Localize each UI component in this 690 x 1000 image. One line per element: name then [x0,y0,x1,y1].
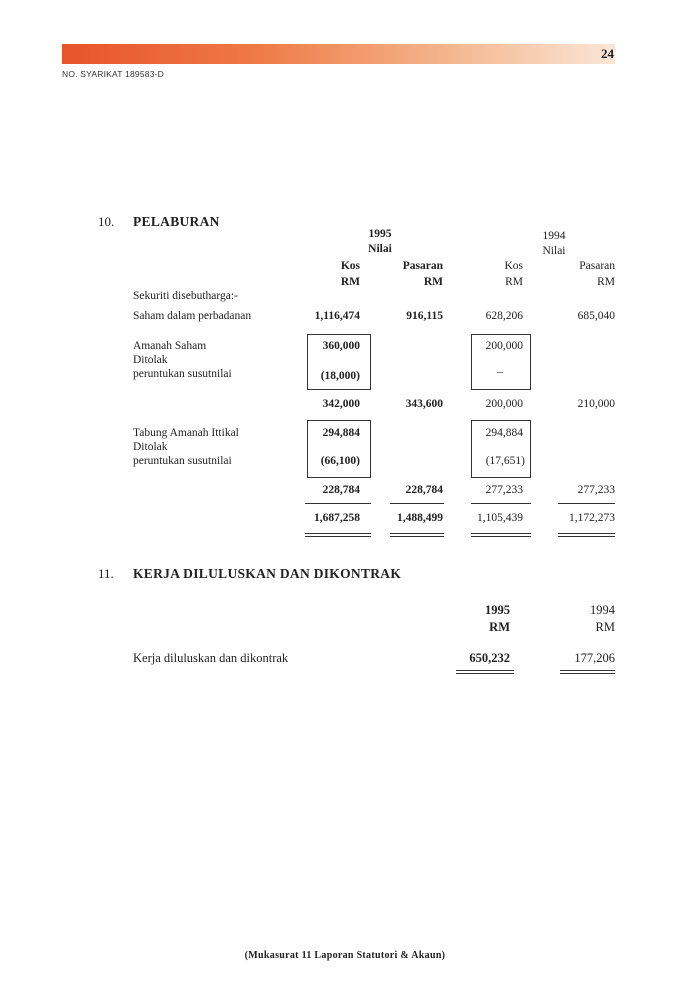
s11-unit-1995: RM [489,620,510,634]
amanah-total-pasaran-1994: 210,000 [577,398,615,410]
tabung-total-kos-1994: 277,233 [485,484,523,496]
s11-year-1995: 1995 [485,603,510,617]
saham-kos-1995: 1,116,474 [314,310,360,322]
section-11-title: KERJA DILULUSKAN DAN DIKONTRAK [133,566,402,581]
amanah-kos-1995: 360,000 [322,340,360,352]
saham-pasaran-1994: 685,040 [577,310,615,322]
tabung-total-pasaran-1994: 277,233 [577,484,615,496]
amanah-less-1995: (18,000) [320,370,360,382]
header-color-bar [62,44,615,64]
amanah-kos-1994: 200,000 [485,340,523,352]
col-pasaran-1995: Pasaran [402,260,443,272]
rule-kos-1995 [305,503,371,504]
double-rule-pasaran-1995 [390,533,444,537]
nilai-1995-heading: Nilai [368,243,392,255]
unit-pasaran-1994: RM [597,276,615,288]
col-kos-1995: Kos [340,260,360,272]
year-1995-heading: 1995 [368,228,392,240]
row-saham-label: Saham dalam perbadanan [133,310,252,322]
section-10-number: 10. [98,214,115,229]
saham-pasaran-1995: 916,115 [406,310,443,322]
grand-total-kos-1995: 1,687,258 [314,512,360,524]
section-11-number: 11. [98,566,114,581]
securities-caption: Sekuriti disebutharga:- [133,290,238,302]
amanah-total-kos-1995: 342,000 [322,398,360,410]
row-tabung-susutnilai: peruntukan susutnilai [133,455,232,467]
unit-kos-1995: RM [340,276,360,288]
amanah-total-kos-1994: 200,000 [485,398,523,410]
tabung-total-pasaran-1995: 228,784 [405,484,443,496]
section-10-title: PELABURAN [133,214,220,229]
tabung-total-kos-1995: 228,784 [322,484,360,496]
s11-row-label: Kerja diluluskan dan dikontrak [133,651,289,665]
year-1994-heading: 1994 [542,230,566,242]
page-footer: (Mukasurat 11 Laporan Statutori & Akaun) [244,950,446,961]
amanah-total-pasaran-1995: 343,600 [405,398,443,410]
rule-pasaran-1995 [390,503,444,504]
unit-pasaran-1995: RM [423,276,443,288]
rule-pasaran-1994 [558,503,615,504]
grand-total-kos-1994: 1,105,439 [477,512,523,524]
s11-value-1994: 177,206 [574,651,615,665]
tabung-kos-1995: 294,884 [322,427,360,439]
saham-kos-1994: 628,206 [485,310,523,322]
row-amanah-label: Amanah Saham [133,340,207,352]
row-amanah-susutnilai: peruntukan susutnilai [133,368,232,380]
page-number: 24 [601,46,614,61]
tabung-less-1995: (66,100) [320,455,360,467]
double-rule-pasaran-1994 [558,533,615,537]
unit-kos-1994: RM [505,276,523,288]
col-pasaran-1994: Pasaran [579,260,615,272]
row-amanah-ditolak: Ditolak [133,354,168,366]
row-tabung-ditolak: Ditolak [133,441,168,453]
s11-double-rule-1994 [560,670,615,674]
amanah-less-1994: – [497,366,503,378]
rule-kos-1994 [471,503,531,504]
s11-double-rule-1995 [456,670,514,674]
row-tabung-label: Tabung Amanah Ittikal [133,427,239,439]
company-number: NO. SYARIKAT 189583-D [62,69,164,79]
s11-value-1995: 650,232 [469,651,510,665]
double-rule-kos-1995 [305,533,371,537]
grand-total-pasaran-1995: 1,488,499 [397,512,443,524]
col-kos-1994: Kos [504,260,523,272]
tabung-less-1994: (17,651) [485,455,525,467]
double-rule-kos-1994 [471,533,531,537]
grand-total-pasaran-1994: 1,172,273 [569,512,615,524]
s11-unit-1994: RM [595,620,615,634]
nilai-1994-heading: Nilai [542,245,566,257]
tabung-kos-1994: 294,884 [485,427,523,439]
s11-year-1994: 1994 [590,603,615,617]
